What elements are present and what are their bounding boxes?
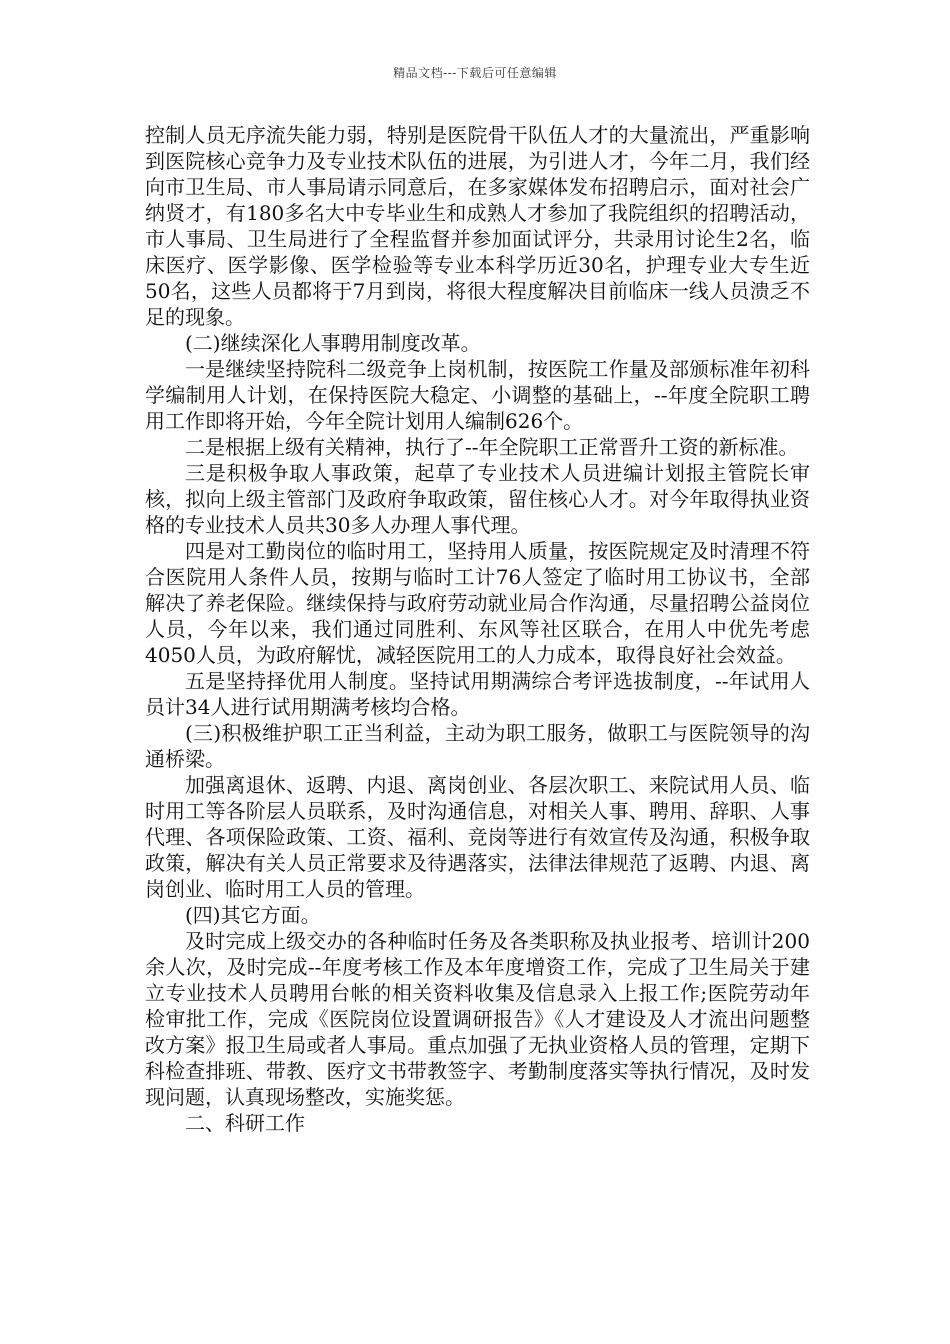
paragraph: 一是继续坚持院科二级竞争上岗机制，按医院工作量及部颁标准年初科学编制用人计划，在保持医院大稳定、小调整的基础上，--年度全院职工聘用工作即将开始，今年全院计划用人编制626个。	[145, 357, 810, 433]
paragraph: 五是坚持择优用人制度。坚持试用期满综合考评选拔制度，--年试用人员计34人进行试用期满考核均合格。	[145, 669, 810, 719]
paragraph: 二是根据上级有关精神，执行了--年全院职工正常晋升工资的新标准。	[185, 435, 799, 459]
section-heading: (三)积极维护职工正当利益，主动为职工服务，做职工与医院领导的沟通桥梁。	[145, 721, 810, 771]
paragraph: 加强离退休、返聘、内退、离岗创业、各层次职工、来院试用人员、临时用工等各阶层人员联系，及时沟通信息，对相关人事、聘用、辞职、人事代理、各项保险政策、工资、福利、竞岗等进行有效宣传及沟通，积极争取政策，解决有关人员正常要求及待遇落实，法律法律规范了返聘、内退、离岗创业、临时用工人员的管理。	[145, 773, 810, 901]
section-heading: (二)继续深化人事聘用制度改革。	[185, 331, 481, 355]
page-header: 精品文档---下载后可任意编辑	[393, 66, 557, 80]
paragraph: 控制人员无序流失能力弱，特别是医院骨干队伍人才的大量流出，严重影响到医院核心竞争力及专业技术队伍的进展，为引进人才，今年二月，我们经向市卫生局、市人事局请示同意后，在多家媒体发布招聘启示，面对社会广纳贤才，有180多名大中专毕业生和成熟人才参加了我院组织的招聘活动，市人事局、卫生局进行了全程监督并参加面试评分，共录用讨论生2名，临床医疗、医学影像、医学检验等专业本科学历近30名，护理专业大专生近50名，这些人员都将于7月到岗，将很大程度解决目前临床一线人员溃乏不足的现象。	[145, 123, 810, 329]
paragraph: 及时完成上级交办的各种临时任务及各类职称及执业报考、培训计200余人次，及时完成--年度考核工作及本年度增资工作，完成了卫生局关于建立专业技术人员聘用台帐的相关资料收集及信息录入上报工作;医院劳动年检审批工作，完成《医院岗位设置调研报告》《人才建设及人才流出问题整改方案》报卫生局或者人事局。重点加强了无执业资格人员的管理，定期下科检查排班、带教、医疗文书带教签字、考勤制度落实等执行情况，及时发现问题，认真现场整改，实施奖惩。	[145, 929, 810, 1109]
paragraph: 三是积极争取人事政策，起草了专业技术人员进编计划报主管院长审核，拟向上级主管部门及政府争取政策，留住核心人才。对今年取得执业资格的专业技术人员共30多人办理人事代理。	[145, 461, 810, 537]
paragraph: 四是对工勤岗位的临时用工，坚持用人质量，按医院规定及时清理不符合医院用人条件人员，按期与临时工计76人签定了临时用工协议书，全部解决了养老保险。继续保持与政府劳动就业局合作沟通，尽量招聘公益岗位人员，今年以来，我们通过同胜利、东风等社区联合，在用人中优先考虑4050人员，为政府解忧，减轻医院用工的人力成本，取得良好社会效益。	[145, 539, 810, 667]
section-heading: (四)其它方面。	[185, 903, 321, 927]
document-body	[145, 122, 810, 1136]
section-heading: 二、科研工作	[185, 1111, 305, 1135]
